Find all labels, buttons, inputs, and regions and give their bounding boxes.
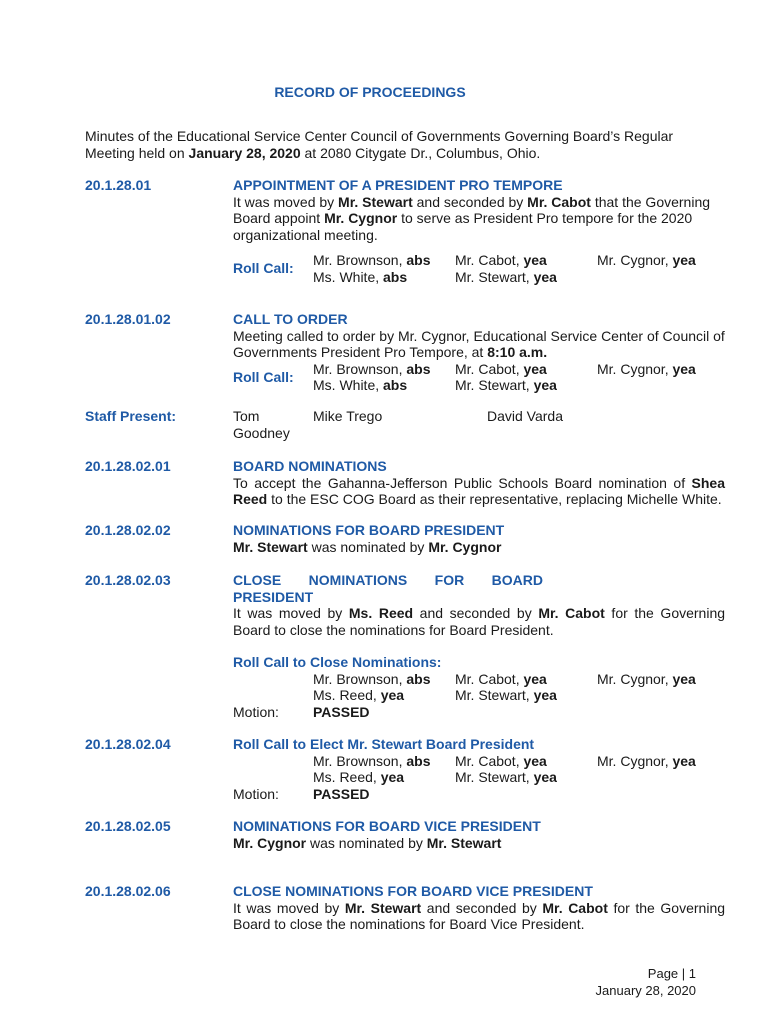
motion-result <box>233 704 725 722</box>
section-number: 20.1.28.02.02 <box>85 522 171 538</box>
section-number: 20.1.28.02.01 <box>85 458 171 474</box>
section-text: Mr. Cygnor was nominated by Mr. Stewart <box>233 834 502 851</box>
intro-paragraph <box>85 128 725 161</box>
section-number: 20.1.28.01.02 <box>85 311 171 327</box>
roll-call-label: Roll Call: <box>233 260 294 276</box>
section-text: Mr. Stewart was nominated by Mr. Cygnor <box>233 538 502 555</box>
section-heading: NOMINATIONS FOR BOARD VICE PRESIDENT <box>233 818 541 834</box>
section-number: 20.1.28.02.06 <box>85 883 171 899</box>
staff-member: David Varda <box>487 408 564 424</box>
motion-value: PASSED <box>313 703 370 720</box>
roll-call: Mr. Brownson, abs Ms. Reed, yea Mr. Cabot, yea Mr. Stewart, yea Mr. Cygnor, yea <box>313 670 696 703</box>
section-number: 20.1.28.02.03 <box>85 572 171 588</box>
page-footer <box>590 966 696 999</box>
roll-call-heading: Roll Call to Elect Mr. Stewart Board President <box>233 736 535 752</box>
section-heading: BOARD NOMINATIONS <box>233 458 387 474</box>
roll-call: Roll Call: Mr. Brownson, abs Ms. White, abs Mr. Cabot, yea Mr. Stewart, yea Mr. Cygnor, yea <box>233 360 696 393</box>
section-heading: APPOINTMENT OF A PRESIDENT PRO TEMPORE <box>233 177 563 193</box>
section-text: To accept the Gahanna-Jefferson Public Schools Board nomination of Shea Reed to the ESC COG Board as their representative, replacing Michelle White. <box>233 474 725 507</box>
section-text: Meeting called to order by Mr. Cygnor, Educational Service Center of Council of Governments President Pro Tempore, at 8:10 a.m. <box>233 327 725 360</box>
section-number: 20.1.28.02.05 <box>85 818 171 834</box>
roll-call-heading: Roll Call to Close Nominations: <box>233 654 442 670</box>
roll-call: Roll Call: Mr. Brownson, abs Ms. White, abs Mr. Cabot, yea Mr. Stewart, yea Mr. Cygnor, yea <box>233 252 696 285</box>
staff-member: Tom Goodney <box>233 408 290 441</box>
roll-call-label: Roll Call: <box>233 368 294 385</box>
staff-member: Mike Trego <box>313 408 383 424</box>
page-number: Page | 1 <box>647 966 696 981</box>
document-title: RECORD OF PROCEEDINGS <box>274 84 466 100</box>
section-number: 20.1.28.02.04 <box>85 736 171 752</box>
section-heading: CLOSE NOMINATIONS FOR BOARD VICE PRESIDENT <box>233 883 593 899</box>
motion-label: Motion: <box>233 703 279 720</box>
section-text: It was moved by Ms. Reed and seconded by Mr. Cabot for the Governing Board to close the nominations for Board President. <box>233 605 726 638</box>
section-heading: CALL TO ORDER <box>233 311 348 327</box>
footer-date: January 28, 2020 <box>595 982 696 998</box>
intro-line1: Minutes of the Educational Service Center Council of Governments Governing Board’s Regular <box>85 128 674 144</box>
intro-line2-post: at 2080 Citygate Dr., Columbus, Ohio. <box>300 144 541 161</box>
section-heading: CLOSE NOMINATIONS FOR BOARD PRESIDENT <box>233 572 543 605</box>
section-number: 20.1.28.01 <box>85 177 152 193</box>
section-heading: NOMINATIONS FOR BOARD PRESIDENT <box>233 522 505 538</box>
motion-label: Motion: <box>233 785 279 802</box>
section-text: It was moved by Mr. Stewart and seconded by Mr. Cabot that the Governing Board appoint Mr. Cygnor to serve as President Pro tempore for the 2020 organizational meeting. <box>233 193 711 243</box>
motion-value: PASSED <box>313 785 370 802</box>
meeting-date: January 28, 2020 <box>188 144 301 161</box>
intro-line2-pre: Meeting held on <box>85 144 189 161</box>
roll-call: Mr. Brownson, abs Ms. Reed, yea Mr. Cabot, yea Mr. Stewart, yea Mr. Cygnor, yea <box>313 752 696 785</box>
section-text: It was moved by Mr. Stewart and seconded by Mr. Cabot for the Governing Board to close the nominations for Board Vice President. <box>233 899 726 932</box>
motion-result <box>233 786 725 804</box>
staff-present-label: Staff Present: <box>85 408 177 424</box>
